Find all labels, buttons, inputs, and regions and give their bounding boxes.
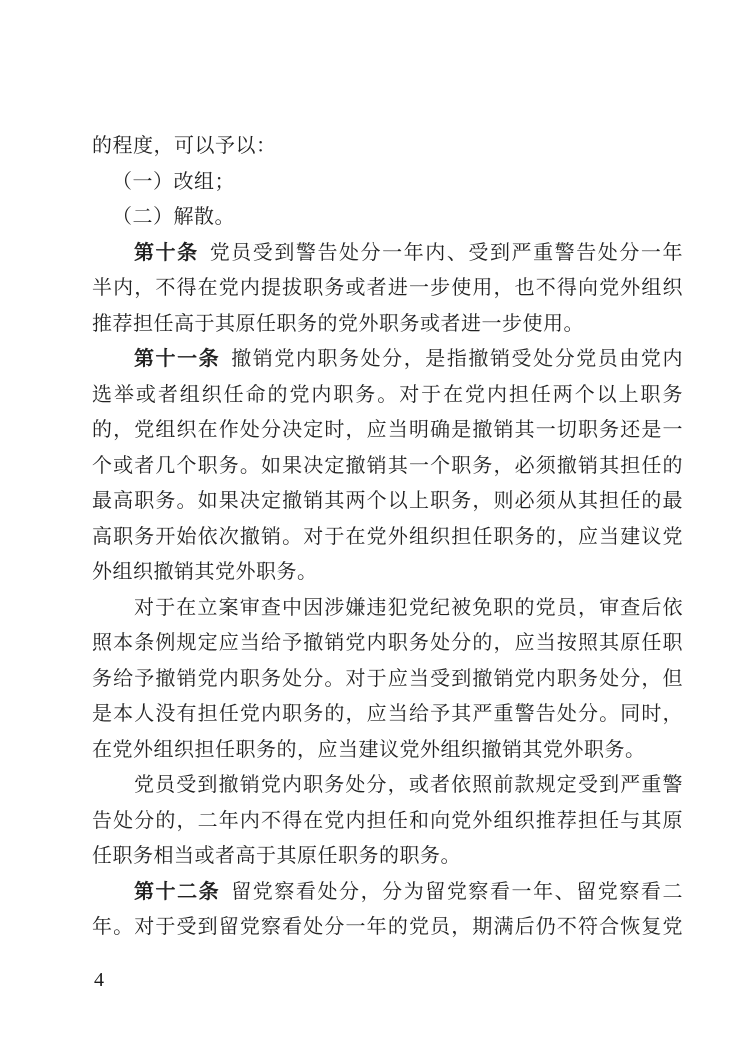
text-line: 的程度，可以予以：	[92, 135, 277, 157]
list-item-line: （一）改组；	[112, 170, 235, 193]
text-line: 半内，不得在党内提拔职务或者进一步使用，也不得向党外组织	[92, 277, 683, 299]
text-line: 高职务开始依次撤销。对于在党外组织担任职务的，应当建议党	[92, 525, 683, 548]
text-line: 外组织撤销其党外职务。	[92, 561, 318, 583]
article-start-line: 第十二条 留党察看处分，分为留党察看一年、留党察看二	[134, 880, 683, 903]
text-line: 的，党组织在作处分决定时，应当明确是撤销其一切职务还是一	[92, 419, 683, 441]
article-number: 第十条	[134, 241, 199, 264]
article-number: 第十二条	[134, 880, 221, 903]
text-line: 务给予撤销党内职务处分。对于应当受到撤销党内职务处分，但	[92, 667, 683, 690]
text-line: 个或者几个职务。如果决定撤销其一个职务，必须撤销其担任的	[92, 454, 683, 477]
list-item-line: （二）解散。	[112, 206, 235, 228]
text-line: 选举或者组织任命的党内职务。对于在党内担任两个以上职务	[92, 383, 683, 406]
document-body	[92, 129, 683, 946]
text-line: 最高职务。如果决定撤销其两个以上职务，则必须从其担任的最	[92, 490, 683, 512]
text-line: 告处分的，二年内不得在党内担任和向党外组织推荐担任与其原	[92, 809, 683, 832]
text-line: 照本条例规定应当给予撤销党内职务处分的，应当按照其原任职	[92, 632, 683, 654]
text-line: 在党外组织担任职务的，应当建议党外组织撤销其党外职务。	[92, 738, 646, 761]
page-number: 4	[94, 969, 104, 991]
text-line: 是本人没有担任党内职务的，应当给予其严重警告处分。同时，	[92, 703, 683, 725]
article-start-line: 第十条 党员受到警告处分一年内、受到严重警告处分一年	[134, 241, 683, 264]
article-start-line: 第十一条 撤销党内职务处分，是指撤销受处分党员由党内	[134, 348, 683, 370]
paragraph-start-line: 党员受到撤销党内职务处分，或者依照前款规定受到严重警	[134, 774, 683, 796]
text-line: 任职务相当或者高于其原任职务的职务。	[92, 845, 461, 867]
paragraph-start-line: 对于在立案审查中因涉嫌违犯党纪被免职的党员，审查后依	[134, 596, 683, 619]
text-line: 推荐担任高于其原任职务的党外职务或者进一步使用。	[92, 312, 584, 335]
article-number: 第十一条	[134, 348, 221, 370]
text-line: 年。对于受到留党察看处分一年的党员，期满后仍不符合恢复党	[92, 916, 683, 938]
